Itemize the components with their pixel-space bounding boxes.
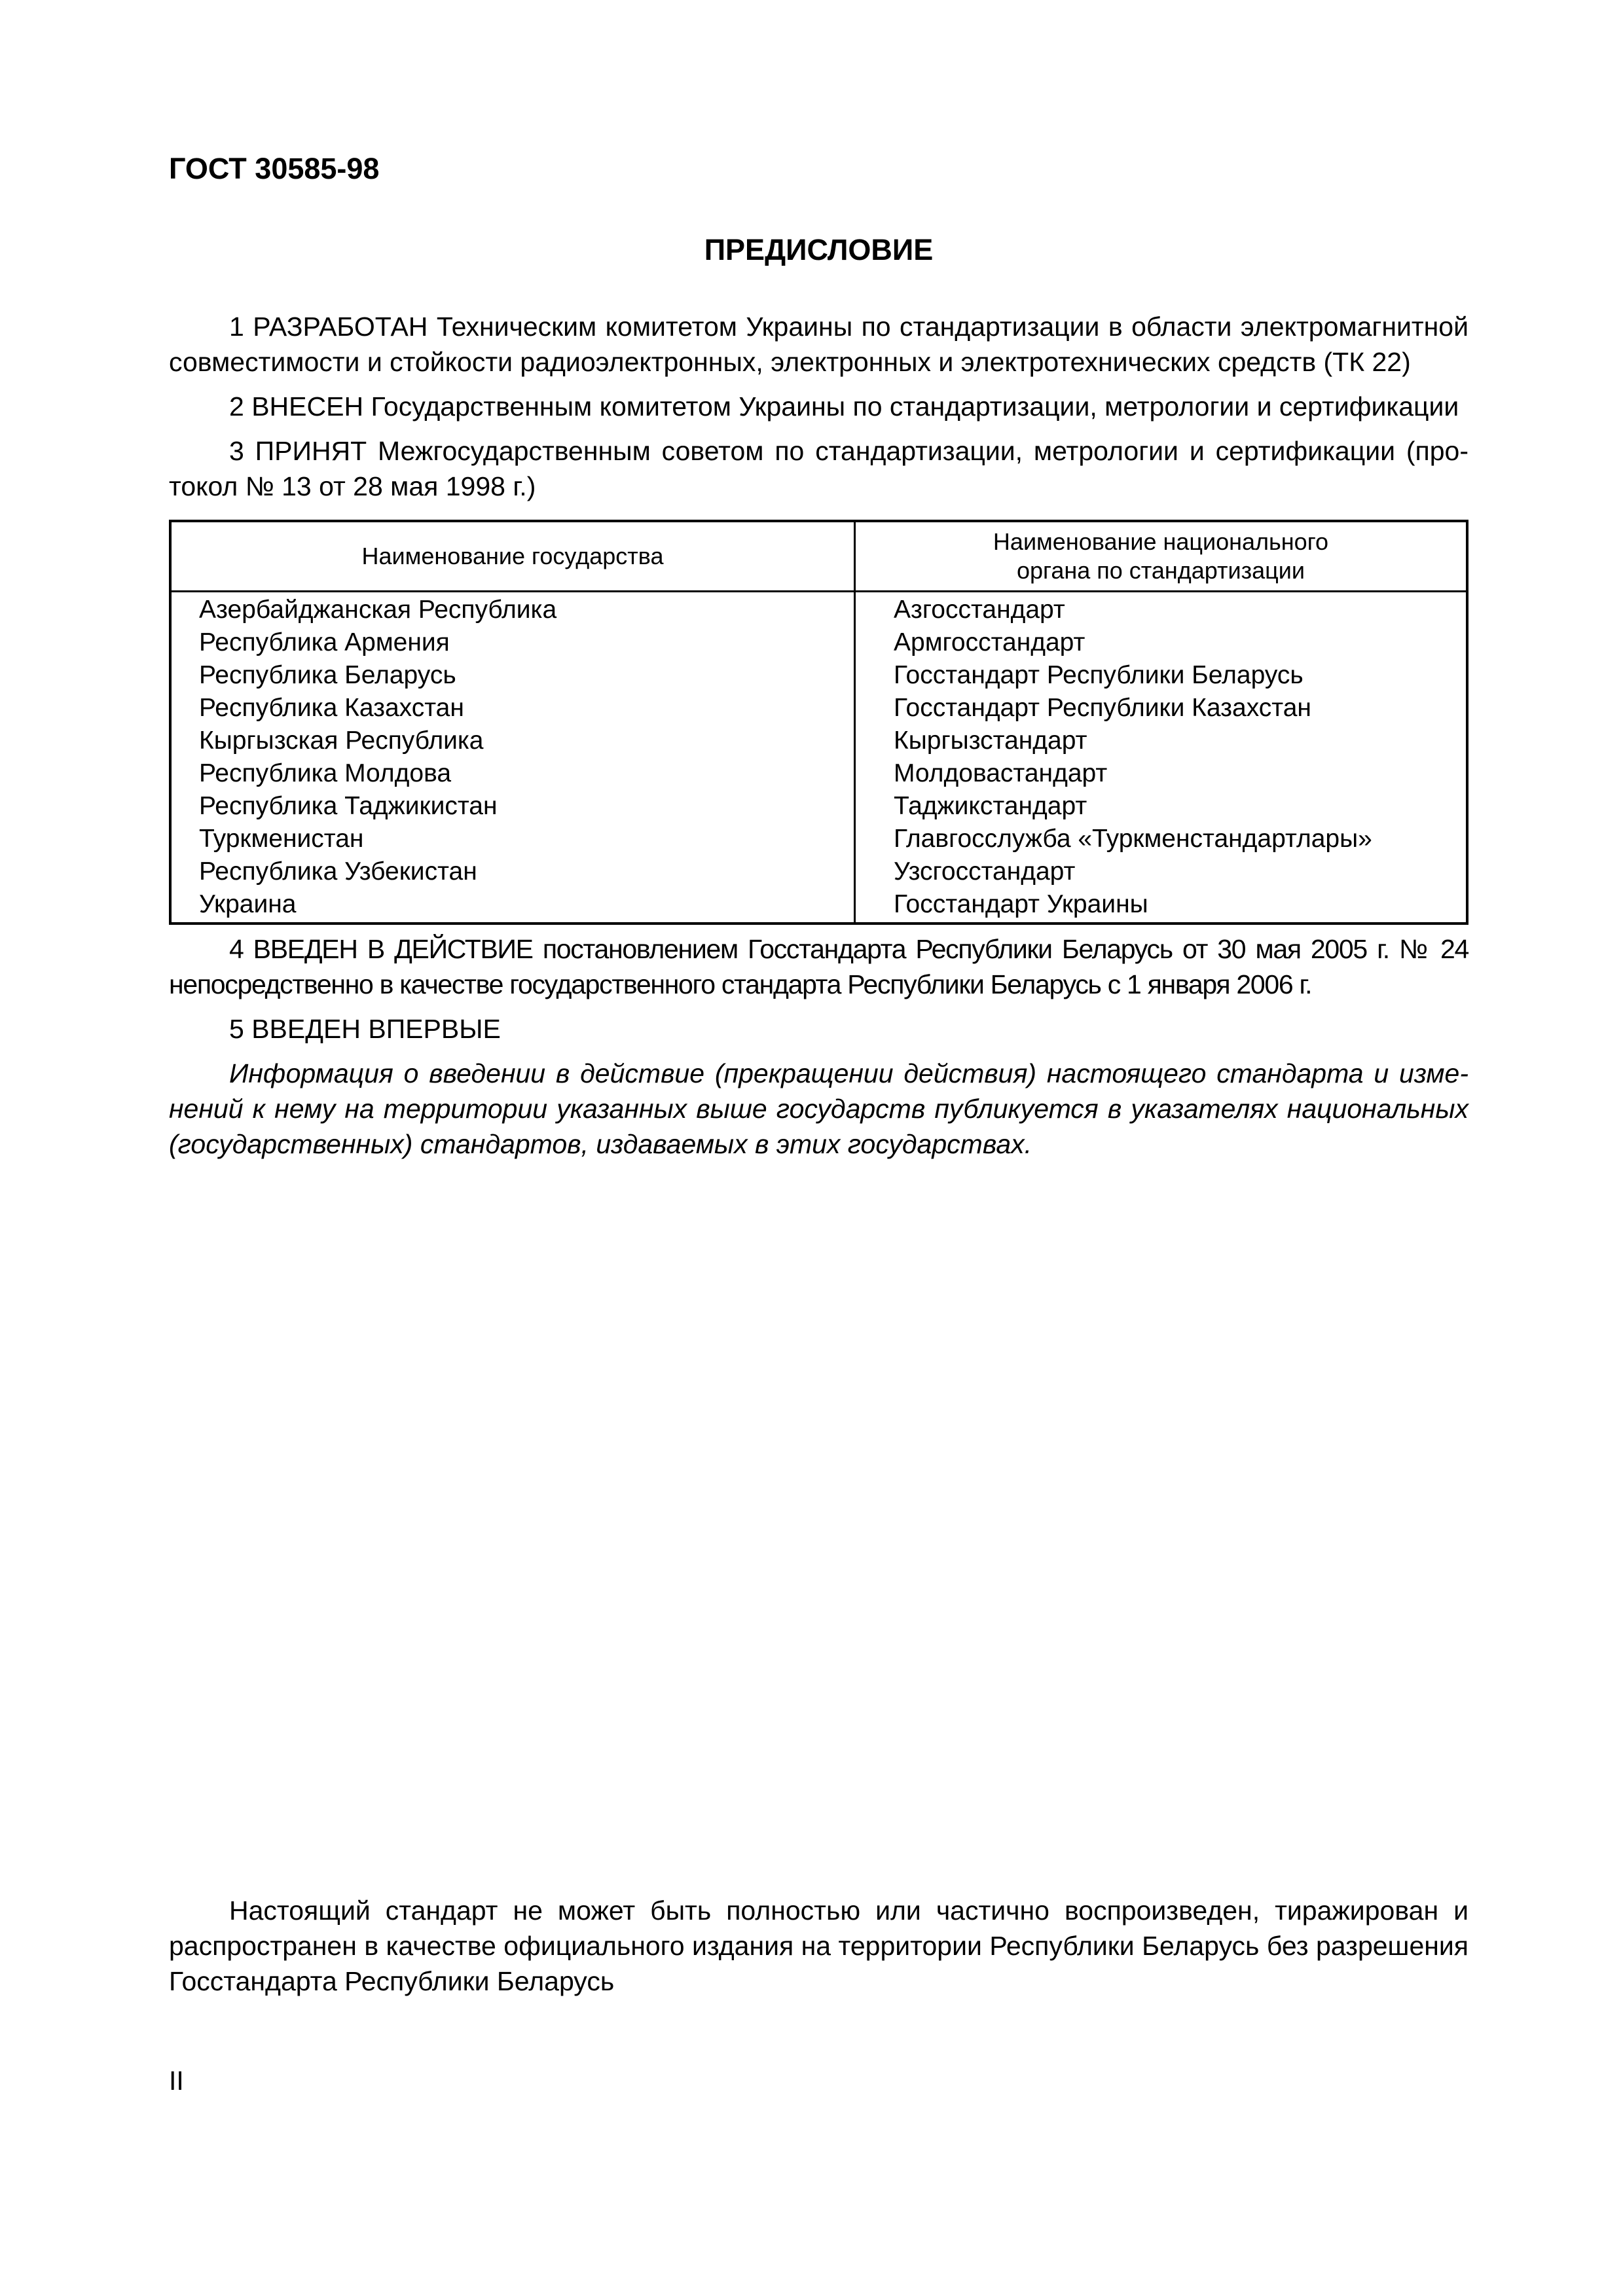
table-row xyxy=(170,888,1467,924)
table-header-row xyxy=(170,521,1467,592)
standards-body-cell: Узсгосстандарт xyxy=(894,857,1076,886)
state-cell: Республика Узбекистан xyxy=(170,855,855,888)
page-number: II xyxy=(169,2066,184,2096)
page-content xyxy=(169,151,1468,1162)
foreword-item-submitted: 2 ВНЕСЕН Государственным комитетом Украины по стандартизации, метрологии и сертификации xyxy=(229,391,1459,422)
table-row xyxy=(170,692,1467,725)
standards-body-cell: Молдовастандарт xyxy=(894,759,1108,787)
state-cell: Республика Беларусь xyxy=(170,659,855,692)
copyright-notice-text: Настоящий стандарт не может быть полностью или частично воспроизведен, тиражирован и распространен в качестве официального издания на территории Республики Беларусь без разрешения Госстандарта Республики Беларусь xyxy=(169,1895,1468,1996)
section-title: ПРЕДИСЛОВИЕ xyxy=(704,233,934,266)
standards-body-cell: Кыргызстандарт xyxy=(894,726,1087,755)
column-header-state: Наименование государства xyxy=(170,521,855,592)
state-cell: Азербайджанская Республика xyxy=(170,592,855,627)
column-header-body xyxy=(855,521,1468,592)
foreword-item-first-introduced: 5 ВВЕДЕН ВПЕРВЫЕ xyxy=(229,1014,501,1044)
table-row xyxy=(170,855,1467,888)
standards-body-cell: Госстандарт Украины xyxy=(894,890,1148,918)
standards-body-cell: Таджикстандарт xyxy=(894,792,1087,820)
table-row xyxy=(170,626,1467,659)
standards-body-cell: Госстандарт Республики Беларусь xyxy=(894,661,1304,689)
state-cell: Республика Казахстан xyxy=(170,692,855,725)
foreword-item-developed: 1 РАЗРАБОТАН Техническим комитетом Украины по стандартизации в области электромагнитной совместимости и стойкости радиоэлектронных, электронных и электротехнических средств (ТК 22) xyxy=(169,312,1468,377)
standards-body-cell: Азгосстандарт xyxy=(894,596,1065,624)
standards-body-cell: Госстандарт Республики Казахстан xyxy=(894,694,1311,722)
foreword-item-enacted: 4 ВВЕДЕН В ДЕЙСТВИЕ постановлением Госстандарта Республики Беларусь от 30 мая 2005 г. № 24 непосредственно в качестве государственного стандарта Республики Беларусь с 1 января 2006 г. xyxy=(169,934,1468,999)
table-row xyxy=(170,725,1467,757)
table-row xyxy=(170,757,1467,790)
table-row xyxy=(170,659,1467,692)
column-header-body-line1: Наименование национального xyxy=(993,528,1329,555)
foreword-info-note: Информация о введении в действие (прекращении действия) настоящего стандарта и изменений к нему на территории указанных выше государств публикуется в указателях национальных (государственных) стандартов, издаваемых в этих государствах. xyxy=(169,1058,1468,1159)
state-cell: Кыргызская Республика xyxy=(170,725,855,757)
state-cell: Республика Таджикистан xyxy=(170,790,855,823)
table-row xyxy=(170,790,1467,823)
column-header-body-line2: органа по стандартизации xyxy=(1016,557,1305,584)
table-row xyxy=(170,823,1467,855)
foreword-item-adopted: 3 ПРИНЯТ Межгосударственным советом по стандартизации, метрологии и сертификации (протокол № 13 от 28 мая 1998 г.) xyxy=(169,436,1468,501)
standards-body-cell: Главгосслужба «Туркменстандартлары» xyxy=(894,825,1372,853)
document-code: ГОСТ 30585-98 xyxy=(169,152,380,185)
state-cell: Украина xyxy=(170,888,855,924)
state-cell: Республика Армения xyxy=(170,626,855,659)
state-cell: Туркменистан xyxy=(170,823,855,855)
copyright-notice xyxy=(169,1893,1468,1999)
standards-bodies-table xyxy=(169,520,1468,925)
table-row xyxy=(170,592,1467,627)
state-cell: Республика Молдова xyxy=(170,757,855,790)
standards-body-cell: Армгосстандарт xyxy=(894,628,1085,656)
